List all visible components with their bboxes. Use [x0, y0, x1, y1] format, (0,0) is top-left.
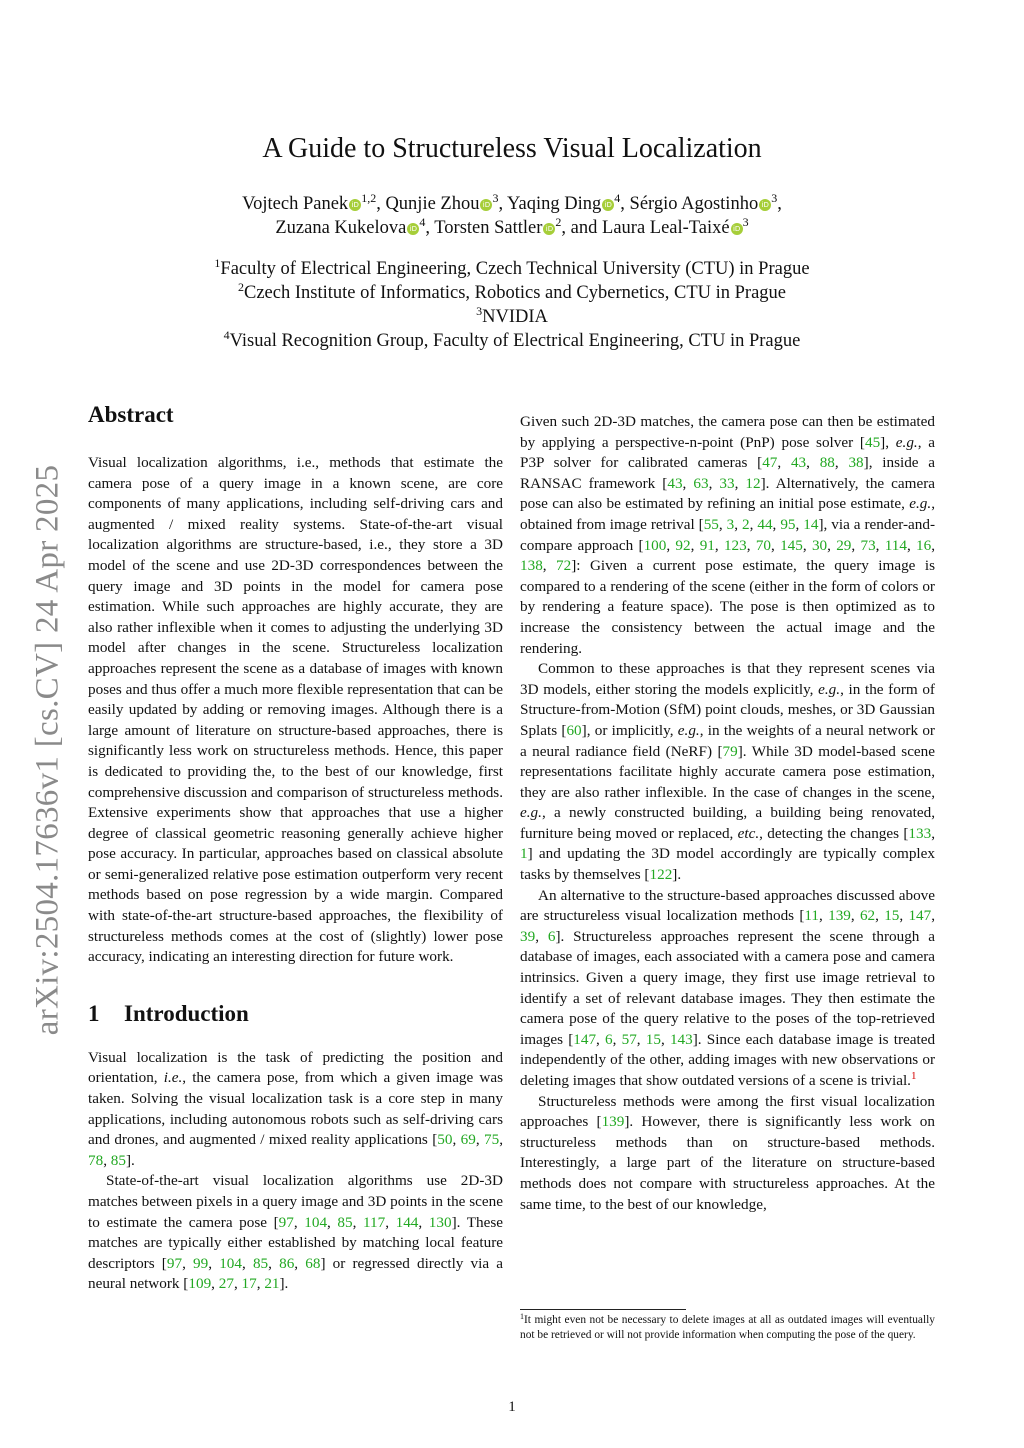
page-number: 1	[508, 1399, 516, 1415]
left-column	[88, 402, 504, 1295]
citation-link[interactable]: 55	[703, 515, 719, 533]
affiliation-index: 2	[555, 215, 562, 229]
citation-link[interactable]: 85	[337, 1213, 353, 1231]
citation-link[interactable]: 47	[762, 454, 778, 472]
affiliation: $^3$NVIDIA	[476, 304, 548, 327]
citation-link[interactable]: 114	[884, 536, 907, 554]
abstract-text: Visual localization algorithms, i.e., methods that estimate the camera pose of a query image in a known scene, are core components of many applications, including self-driving cars and augmented / mixed reality systems. State-of-the-art visual localization algorithms are structure-based, i.e., they store a 3D model of the scene and use 2D-3D correspondences between the query image and 3D points in the model for camera pose estimation. While such approaches are highly accurate, they are also rather inflexible when it comes to adjusting the underlying 3D model after changes in the scene. Structureless localization approaches represent the scene as a database of images with known poses and thus offer a much more flexible representation that can be easily updated by adding or removing images. Although there is a large amount of literature on structure-based approaches, there is significantly less work on structureless methods. Hence, this paper is dedicated to providing the, to the best of our knowledge, first comprehensive discussion and comparison of structureless methods. Extensive experiments show that approaches that use a higher degree of classical geometric reasoning generally achieve higher pose accuracy. In particular, approaches based on classical absolute or semi-generalized relative pose estimation outperform very recent methods based on pose regression by a wide margin. Compared with state-of-the-art structure-based approaches, the flexibility of structureless methods comes at the cost of (slightly) lower pose accuracy, indicating an interesting direction for future work.	[88, 454, 503, 966]
citation-link[interactable]: 1	[520, 845, 528, 863]
affiliation-index: 3	[771, 191, 778, 205]
orcid-icon[interactable]: iD	[759, 199, 771, 211]
citation-link[interactable]: 92	[675, 536, 691, 554]
orcid-icon[interactable]: iD	[480, 199, 492, 211]
citation-link[interactable]: 104	[304, 1213, 328, 1231]
citation-link[interactable]: 33	[719, 474, 735, 492]
orcid-icon[interactable]: iD	[407, 223, 419, 235]
citation-link[interactable]: 50	[437, 1131, 453, 1149]
citation-link[interactable]: 73	[860, 536, 876, 554]
orcid-icon[interactable]: iD	[602, 199, 614, 211]
citation-link[interactable]: 145	[780, 536, 803, 554]
section-number: 1	[88, 1000, 100, 1026]
citation-link[interactable]: 14	[803, 515, 819, 533]
citation-link[interactable]: 139	[828, 907, 851, 925]
affiliation: $^4$Visual Recognition Group, Faculty of Electrical Engineering, CTU in Prague	[223, 328, 801, 351]
citation-link[interactable]: 85	[252, 1254, 269, 1272]
citation-link[interactable]: 12	[745, 474, 761, 492]
citation-link[interactable]: 11	[804, 907, 820, 925]
citation-link[interactable]: 43	[790, 454, 807, 472]
citation-link[interactable]: 62	[859, 907, 876, 925]
citation-link[interactable]: 104	[219, 1254, 242, 1272]
citation-link[interactable]: 68	[305, 1254, 321, 1272]
citation-link[interactable]: 130	[428, 1213, 452, 1231]
citation-link[interactable]: 86	[279, 1254, 295, 1272]
citation-link[interactable]: 97	[278, 1213, 294, 1231]
citation-link[interactable]: 143	[669, 1030, 693, 1048]
citation-link[interactable]: 100	[643, 536, 667, 554]
citation-link[interactable]: 2	[742, 515, 750, 533]
body-paragraph-1: Given such 2D-3D matches, the camera pose can then be estimated by applying a perspective-n-point (PnP) pose solver [45], e.g., a P3P solver for calibrated cameras [47, 43, 88, 38], inside a RANSAC framework [43, 63, 33, 12]. Alternatively, the camera pose can also be estimated by refining an initial pose estimate, e.g., obtained from image retrival [55, 3, 2, 44, 95, 14], via a render-and-compare approach [100, 92, 91, 123, 70, 145, 30, 29, 73, 114, 16, 138, 72]: Given a current pose estimate, the query image is compared to a rendering of the scene (either in the form of colors or by rendering a feature space). The pose is then optimized as to increase the consistency between the actual image and the rendering.	[520, 413, 936, 657]
section-title: Introduction	[124, 1000, 249, 1026]
abstract-heading: Abstract	[88, 402, 174, 427]
citation-link[interactable]: 97	[166, 1254, 183, 1272]
author-name: Laura Leal-Taixé	[602, 218, 730, 238]
author-name: Sérgio Agostinho	[629, 194, 759, 214]
affiliation-index: 3	[742, 215, 749, 229]
citation-link[interactable]: 139	[601, 1113, 625, 1131]
citation-link[interactable]: 6	[605, 1030, 613, 1048]
author-name: Qunjie Zhou	[385, 194, 480, 214]
footnote-text: It might even not be necessary to delete images at all as outdated images will eventually not be retrieved or will not provide information when computing the pose of the query.	[520, 1314, 935, 1342]
citation-link[interactable]: 57	[621, 1030, 637, 1048]
body-paragraph-4: Structureless methods were among the first visual localization approaches [139]. However, there is significantly less work on structureless methods than on structure-based methods. Interestingly, a large part of the literature on structure-based methods does not compare with structureless approaches. At the same time, to the best of our knowledge,	[520, 1092, 935, 1213]
citation-link[interactable]: 85	[110, 1151, 126, 1169]
citation-link[interactable]: 6	[547, 927, 556, 945]
citation-link[interactable]: 123	[723, 536, 747, 554]
citation-link[interactable]: 75	[484, 1131, 500, 1149]
body-paragraph-3: An alternative to the structure-based approaches discussed above are structureless visual localization methods [11, 139, 62, 15, 147, 39, 6]. Structureless approaches represent the scene through a database of images, each associated with a camera pose and camera intrinsics. Given a query image, they first use image retrieval to identify a set of relevant database images. They then estimate the camera pose of the query relative to the poses of the top-retrieved images [147, 6, 57, 15, 143]. Since each database image is treated independently of the other, adding images with new observations or deleting images that show outdated versions of a scene is trivial.$^1$	[520, 886, 936, 1089]
authors-line-2: Zuzana Kukelova iD $^4$, Torsten Sattler iD $^2$, and Laura Leal-Taixé iD $^3$	[275, 215, 749, 238]
citation-link[interactable]: 109	[188, 1275, 212, 1293]
footnote	[520, 1313, 935, 1344]
affiliation-index: 3	[492, 191, 499, 205]
citation-link[interactable]: 91	[699, 536, 715, 554]
citation-link[interactable]: 44	[757, 515, 773, 533]
citation-link[interactable]: 29	[836, 536, 852, 554]
affiliation-index: 4	[614, 191, 621, 205]
citation-link[interactable]: 43	[667, 474, 683, 492]
citation-link[interactable]: 144	[395, 1213, 419, 1231]
citation-link[interactable]: 60	[566, 721, 582, 739]
intro-paragraph-1: Visual localization is the task of predicting the position and orientation, i.e., the camera pose, from which a given image was taken. Solving the visual localization task is a core step in many applications, including autonomous robots such as self-driving cars and drones, and augmented / mixed reality applications [50, 69, 75, 78, 85].	[88, 1048, 504, 1169]
author-name: Yaqing Ding	[507, 194, 602, 214]
orcid-icon[interactable]: iD	[543, 223, 555, 235]
citation-link[interactable]: 117	[363, 1213, 386, 1231]
citation-link[interactable]: 3	[726, 515, 735, 533]
author-name: Torsten Sattler	[434, 218, 543, 238]
citation-link[interactable]: 79	[722, 742, 738, 760]
body-paragraph-2: Common to these approaches is that they represent scenes via 3D models, either storing the models explicitly, e.g., in the form of Structure-from-Motion (SfM) point clouds, meshes, or 3D Gaussian Splats [60], or implicitly, e.g., in the weights of a neural network or a neural radiance field (NeRF) [79]. While 3D model-based scene representations facilitate highly accurate camera pose estimation, they are also rather inflexible. In the case of changes in the scene, e.g., a newly constructed building, a building being renovated, furniture being moved or replaced, etc., detecting the changes [133, 1] and updating the 3D model accordingly are typically complex tasks by themselves [122].	[520, 660, 936, 884]
right-column	[520, 412, 935, 1215]
citation-link[interactable]: 88	[819, 454, 835, 472]
affiliation-index: 4	[419, 215, 426, 229]
citation-link[interactable]: 15	[645, 1030, 661, 1048]
affiliation: $^2$Czech Institute of Informatics, Robotics and Cybernetics, CTU in Prague	[237, 280, 787, 303]
citation-link[interactable]: 133	[908, 824, 932, 842]
citation-link[interactable]: 15	[884, 907, 900, 925]
citation-link[interactable]: 27	[218, 1275, 234, 1293]
citation-link[interactable]: 147	[573, 1030, 597, 1048]
citation-link[interactable]: 16	[916, 536, 932, 554]
citation-link[interactable]: 78	[88, 1151, 104, 1169]
author-name: Zuzana Kukelova	[275, 218, 407, 238]
author-list	[0, 192, 1024, 240]
affiliation: $^1$Faculty of Electrical Engineering, Czech Technical University (CTU) in Prague	[214, 256, 810, 279]
citation-link[interactable]: 17	[241, 1275, 257, 1293]
affiliation-index: 1,2	[361, 191, 377, 205]
citation-link[interactable]: 69	[460, 1131, 476, 1149]
intro-paragraph-2: State-of-the-art visual localization algorithms use 2D-3D matches between pixels in a query image and 3D points in the scene to estimate the camera pose [97, 104, 85, 117, 144, 130]. These matches are typically either established by matching local feature descriptors [97, 99, 104, 85, 86, 68] or regressed directly via a neural network [109, 27, 17, 21].	[88, 1172, 504, 1293]
footnote-number: 1	[520, 1312, 524, 1321]
authors-line-1: Vojtech Panek iD $^{1,2}$, Qunjie Zhou iD $^3$, Yaqing Ding iD $^4$, Sérgio Agostinho iD $^3$,	[242, 191, 782, 214]
author-name: Vojtech Panek	[242, 194, 349, 214]
citation-link[interactable]: 95	[780, 515, 796, 533]
citation-link[interactable]: 122	[649, 866, 673, 884]
citation-link[interactable]: 72	[556, 557, 572, 575]
citation-link[interactable]: 147	[908, 907, 932, 925]
citation-link[interactable]: 30	[811, 536, 828, 554]
orcid-icon[interactable]: iD	[731, 223, 743, 235]
citation-link[interactable]: 138	[520, 557, 543, 575]
citation-link[interactable]: 39	[520, 927, 536, 945]
paper-title: A Guide to Structureless Visual Localization	[262, 133, 762, 164]
citation-link[interactable]: 21	[264, 1275, 280, 1293]
introduction-heading	[88, 1000, 503, 1048]
orcid-icon[interactable]: iD	[349, 199, 361, 211]
citation-link[interactable]: 45	[864, 433, 881, 451]
citation-link[interactable]: 63	[693, 474, 709, 492]
citation-link[interactable]: 99	[193, 1254, 209, 1272]
footnote-divider	[520, 1309, 686, 1310]
affiliations	[0, 257, 1024, 353]
arxiv-identifier: arXiv:2504.17636v1 [cs.CV] 24 Apr 2025	[29, 464, 66, 1036]
arxiv-sidebar	[28, 450, 68, 1050]
citation-link[interactable]: 70	[755, 536, 771, 554]
footnote-reference[interactable]: 1	[910, 1070, 917, 1082]
citation-link[interactable]: 38	[848, 454, 864, 472]
